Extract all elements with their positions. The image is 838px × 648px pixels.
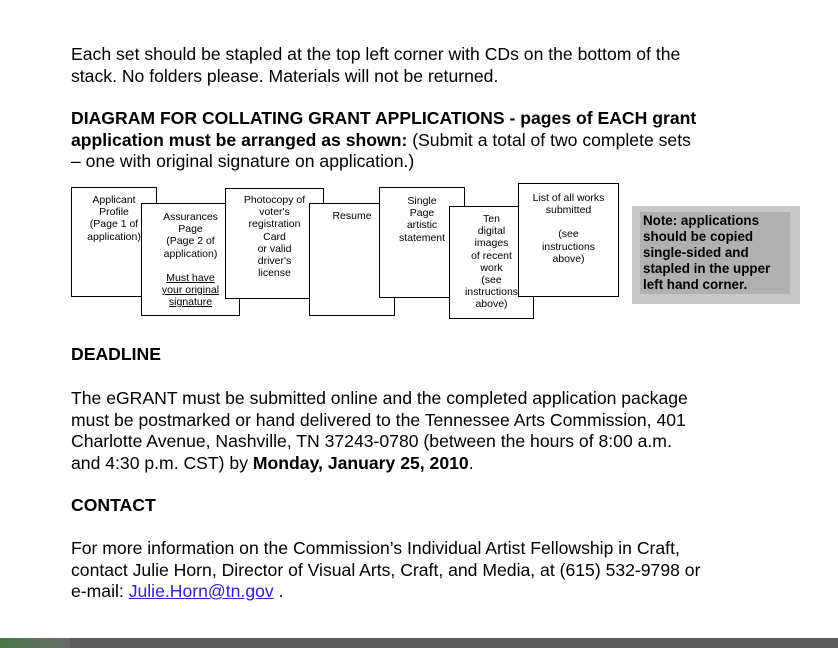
box-spacer [519,216,618,228]
contact-text: . [273,581,284,601]
deadline-text: and 4:30 p.m. CST) by [71,452,253,473]
deadline-line-2: must be postmarked or hand delivered to the Tennessee Arts Commission, 401 [71,409,686,430]
box-text: List of all works [532,192,605,204]
box-text: of recent [471,249,512,262]
box-text: Applicant [92,194,136,206]
contact-heading: CONTACT [71,495,156,515]
deadline-paragraph [71,388,811,474]
box-text: artistic [406,219,438,232]
note-box [632,206,800,304]
note-line: should be copied [643,229,754,244]
deadline-text: . [468,452,474,473]
box-text: Page [178,223,203,236]
intro-paragraph [71,44,771,87]
contact-line-1: For more information on the Commission’s Individual Artist Fellowship in Craft, [71,538,680,558]
deadline-line-1: The eGRANT must be submitted online and the completed application package [71,388,688,408]
box-list-of-works [518,183,619,297]
box-text: Ten [483,213,500,225]
note-line: stapled in the upper [643,261,771,276]
note-line: left hand corner. [643,277,748,292]
box-text: above) [552,252,585,265]
diagram-heading-normal-part: (Submit a total of two complete sets [407,129,691,150]
contact-paragraph [71,538,811,603]
deadline-line-3: Charlotte Avenue, Nashville, TN 37243-0780 (between the hours of 8:00 a.m. [71,431,672,451]
diagram-heading-line-2 [71,130,771,152]
box-text: Card [263,230,286,243]
diagram-heading-line-3: – one with original signature on application.) [71,151,415,171]
box-text: Photocopy of [243,194,306,206]
box-text: Profile [99,206,129,219]
box-text: Resume [332,210,372,222]
box-text: Single [407,195,437,207]
intro-line-2: stack. No folders please. Materials will not be returned. [71,65,499,86]
note-line: Note: applications [643,213,760,228]
box-text: instructions [464,286,519,299]
box-text: above) [475,298,508,311]
deadline-date: Monday, January 25, 2010 [252,452,469,473]
diagram-heading-bold-part: application must be arranged as shown: [71,129,408,150]
deadline-heading: DEADLINE [71,344,161,364]
box-text: (see [481,274,502,287]
box-text: Assurances [163,211,218,223]
box-text: images [474,237,509,250]
contact-text: e-mail: [71,581,129,601]
scrollbar-thumb[interactable] [0,638,70,648]
note-text [640,212,790,294]
box-text-underlined: Must have [166,271,215,284]
box-text: (Page 1 of [89,218,139,231]
note-line: single-sided and [643,245,749,260]
box-text: Page [409,207,435,220]
box-text: voter's [259,206,290,219]
box-text: license [258,267,291,280]
box-text: instructions [541,240,596,253]
box-text: work [480,261,503,274]
box-text: (Page 2 of [166,235,215,248]
intro-line-1: Each set should be stapled at the top left corner with CDs on the bottom of the [71,44,681,64]
diagram-heading-line-1: DIAGRAM FOR COLLATING GRANT APPLICATIONS - pages of EACH grant [71,108,697,128]
box-text: or valid [257,242,292,255]
diagram-heading [71,108,771,173]
box-text: (see [558,228,579,241]
box-text: application) [163,247,218,260]
email-link[interactable]: Julie.Horn@tn.gov [128,581,274,601]
box-text-underlined: your original [161,284,220,297]
box-text: application) [87,230,141,243]
box-text: digital [477,225,506,238]
box-text: registration [248,218,301,231]
bottom-scrollbar[interactable] [0,638,838,648]
box-text: statement [398,231,446,244]
contact-line-2: contact Julie Horn, Director of Visual Arts, Craft, and Media, at (615) 532-9798 or [71,559,701,580]
box-text-underlined: signature [168,296,213,309]
box-text: submitted [545,204,592,217]
contact-line-3 [71,581,811,603]
box-text: driver's [257,255,292,268]
deadline-line-4 [71,453,811,475]
